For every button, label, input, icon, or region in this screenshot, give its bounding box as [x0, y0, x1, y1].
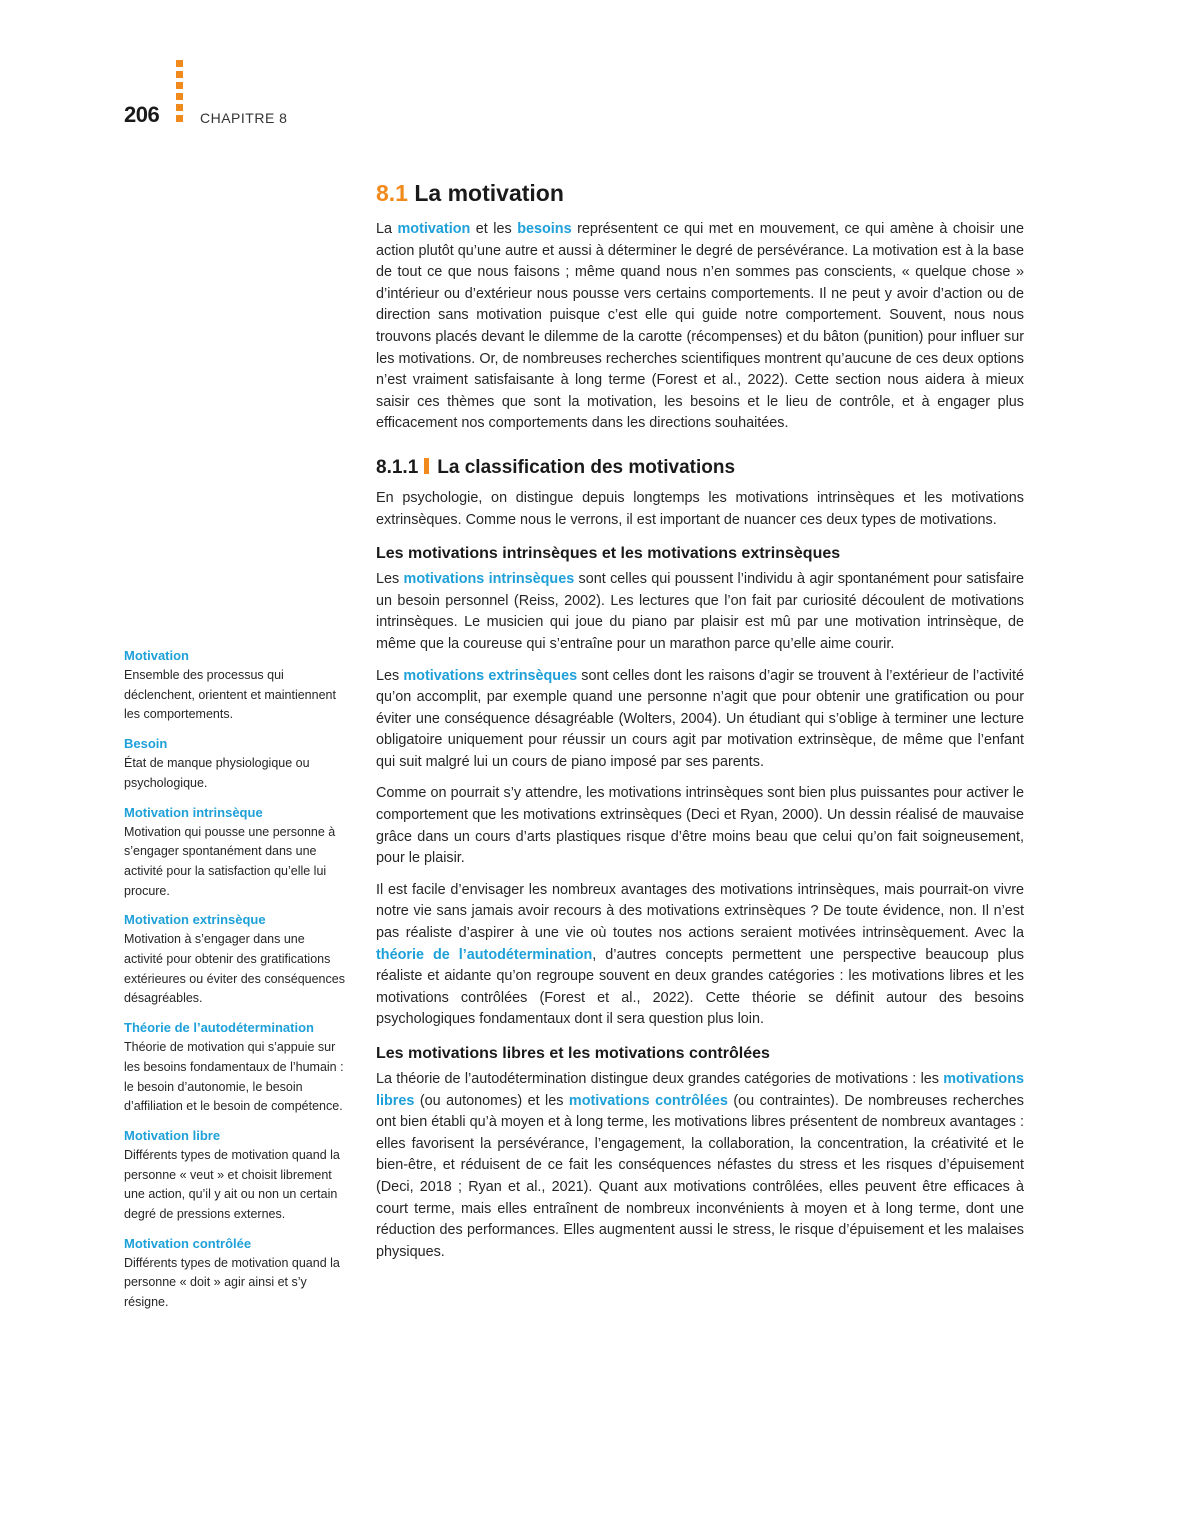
page-number: 206 [124, 102, 160, 127]
term-motivations-controlees: motivations contrôlées [568, 1092, 728, 1109]
glossary-entry [124, 1126, 346, 1225]
chapter-label: CHAPITRE 8 [200, 110, 288, 126]
section-paragraph-1: La motivation et les besoins représentent ce qui met en mouvement, ce qui amène à choisir une action plutôt qu’une autre et aussi à déterminer le degré de persévérance. La motivation est à la base de tout ce que nous faisons ; même quand nous n’en sommes pas conscients, « quelque chose » d’intérieur ou d’extérieur nous pousse vers certains comportements. Il ne peut y avoir d’action ou de direction sans motivation puisque c’est elle qui guide notre comportement. Souvent, nous nous trouvons placés devant le dilemme de la carotte (récompenses) et du bâton (punition) pour influer sur les motivations. Or, de nombreuses recherches scientifiques montrent qu’aucune de ces deux options n’est vraiment satisfaisante à long terme (Forest et al., 2022). Cette section nous aidera à mieux saisir ces thèmes que sont la motivation, les besoins et le lieu de contrôle, et à engager plus efficacement nos comportements dans les directions souhaitées. [376, 221, 1024, 432]
orange-dots-decoration [176, 60, 184, 126]
glossary-sidebar [124, 646, 346, 1322]
glossary-term: Motivation contrôlée [124, 1235, 252, 1251]
part1-heading: Les motivations intrinsèques et les motivations extrinsèques [376, 545, 841, 563]
glossary-entry [124, 803, 346, 902]
glossary-entry [124, 734, 346, 793]
section-title-text: La motivation [414, 180, 564, 206]
glossary-definition: Motivation qui pousse une personne à s’engager spontanément dans une activité pour la satisfaction qu’elle lui procure. [124, 824, 336, 898]
subsection-intro: En psychologie, on distingue depuis longtemps les motivations intrinsèques et les motivations extrinsèques. Comme nous le verrons, il est important de nuancer ces deux types de motivations. [376, 489, 1024, 528]
glossary-term: Motivation [124, 648, 189, 663]
term-motivations-extrinseques: motivations extrinsèques [403, 667, 578, 684]
subsection-title [376, 457, 1024, 479]
glossary-definition: Différents types de motivation quand la personne « doit » agir ainsi et s’y résigne. [124, 1255, 340, 1310]
part2-heading: Les motivations libres et les motivations contrôlées [376, 1045, 770, 1062]
glossary-entry [124, 1018, 346, 1117]
glossary-entry [124, 910, 346, 1009]
part1-paragraph-2: Les motivations extrinsèques sont celles dont les raisons d’agir se trouvent à l’extérieur de l’activité qu’on accomplit, par exemple quand une personne n’agit que pour obtenir une gratification ou pour éviter une conséquence désagréable (Wolters, 2004). Un étudiant qui s’oblige à terminer une lecture obligatoire uniquement pour réussir un cours agit par motivation extrinsèque, de même que l’enfant qui suit malgré lui un cours de piano imposé par ses parents. [376, 667, 1024, 770]
part1-paragraph-1: Les motivations intrinsèques sont celles qui poussent l’individu à agir spontanément pour satisfaire un besoin personnel (Reiss, 2002). Les lectures que l’on fait par curiosité découlent de motivations intrinsèques. Le musicien qui joue du piano par plaisir est mû par une motivation intrinsèque, de même que la coureuse qui s’entraîne pour un marathon parce qu’elle aime courir. [376, 571, 1025, 652]
section-number: 8.1 [376, 180, 408, 206]
glossary-definition: Différents types de motivation quand la personne « veut » et choisit librement une action, qu’il y ait ou non un certain degré de pressions externes. [124, 1147, 340, 1222]
glossary-entry [124, 1234, 346, 1313]
term-besoins: besoins [517, 221, 572, 237]
subsection-title-text: La classification des motivations [437, 456, 736, 478]
glossary-definition: Théorie de motivation qui s’appuie sur les besoins fondamentaux de l’humain : le besoin d’autonomie, le besoin d’affiliation et le besoin de compétence. [124, 1040, 344, 1114]
term-theorie-autodetermination: théorie de l’autodétermination [376, 946, 593, 963]
term-motivations-libres: motivations libres [376, 1071, 1024, 1109]
part1-paragraph-4: Il est facile d’envisager les nombreux avantages des motivations intrinsèques, mais pourrait-on vivre notre vie sans jamais avoir recours à des motivations extrinsèques ? De toute évidence, non. Il n’est pas réaliste d’aspirer à une vie où toutes nos actions seraient motivées intrinsèquement. Avec la théorie de l’autodétermination, d’autres concepts permettent une perspective beaucoup plus réaliste et aidante qu’on regroupe souvent en deux grandes catégories : les motivations libres et les motivations contrôlées (Forest et al., 2022). Cette théorie se définit autour des besoins psychologiques fondamentaux dont il sera question plus loin. [376, 881, 1024, 1028]
glossary-term: Motivation libre [124, 1127, 221, 1143]
glossary-term: Motivation intrinsèque [124, 804, 263, 820]
glossary-term: Besoin [124, 736, 168, 752]
part2-paragraph-1: La théorie de l’autodétermination distingue deux grandes catégories de motivations : les motivations libres (ou autonomes) et les motivations contrôlées (ou contraintes). De nombreuses recherches ont bien établi qu’à moyen et à long terme, les motivations libres présentent de nombreux avantages : elles favorisent la persévérance, l’engagement, la collaboration, la concentration, la créativité et le bien-être, et réduisent de ce fait les conséquences néfastes du stress et les risques d’épuisement (Deci, 2018 ; Ryan et al., 2021). Quant aux motivations contrôlées, elles peuvent être efficaces à court terme, mais elles entraînent de nombreux inconvénients à moyen et à long terme, dont une réduction des performances. Elles augmentent aussi le stress, le risque d’épuisement et les malaises physiques. [376, 1071, 1024, 1260]
glossary-definition: Motivation à s’engager dans une activité pour obtenir des gratifications extérieures ou éviter des conséquences désagréables. [124, 932, 345, 1006]
part1-paragraph-3: Comme on pourrait s’y attendre, les motivations intrinsèques sont bien plus puissantes pour activer le comportement que les motivations extrinsèques (Deci et Ryan, 2000). Un dessin réalisé de mauvaise grâce dans un cours d’arts plastiques risque d’être moins beau que celui qu’on fait soigneusement, pour le plaisir. [376, 785, 1024, 867]
glossary-definition: État de manque physiologique ou psychologique. [124, 756, 310, 790]
term-motivations-intrinseques: motivations intrinsèques [403, 571, 575, 588]
main-column [376, 180, 1024, 1273]
orange-bar-divider [424, 458, 429, 474]
glossary-term: Théorie de l’autodétermination [124, 1020, 314, 1036]
term-motivation: motivation [397, 221, 471, 237]
glossary-definition: Ensemble des processus qui déclenchent, orientent et maintiennent les comportements. [124, 668, 336, 722]
subsection-number: 8.1.1 [376, 456, 419, 478]
glossary-entry [124, 646, 346, 725]
section-title [376, 180, 1024, 207]
glossary-term: Motivation extrinsèque [124, 912, 266, 928]
